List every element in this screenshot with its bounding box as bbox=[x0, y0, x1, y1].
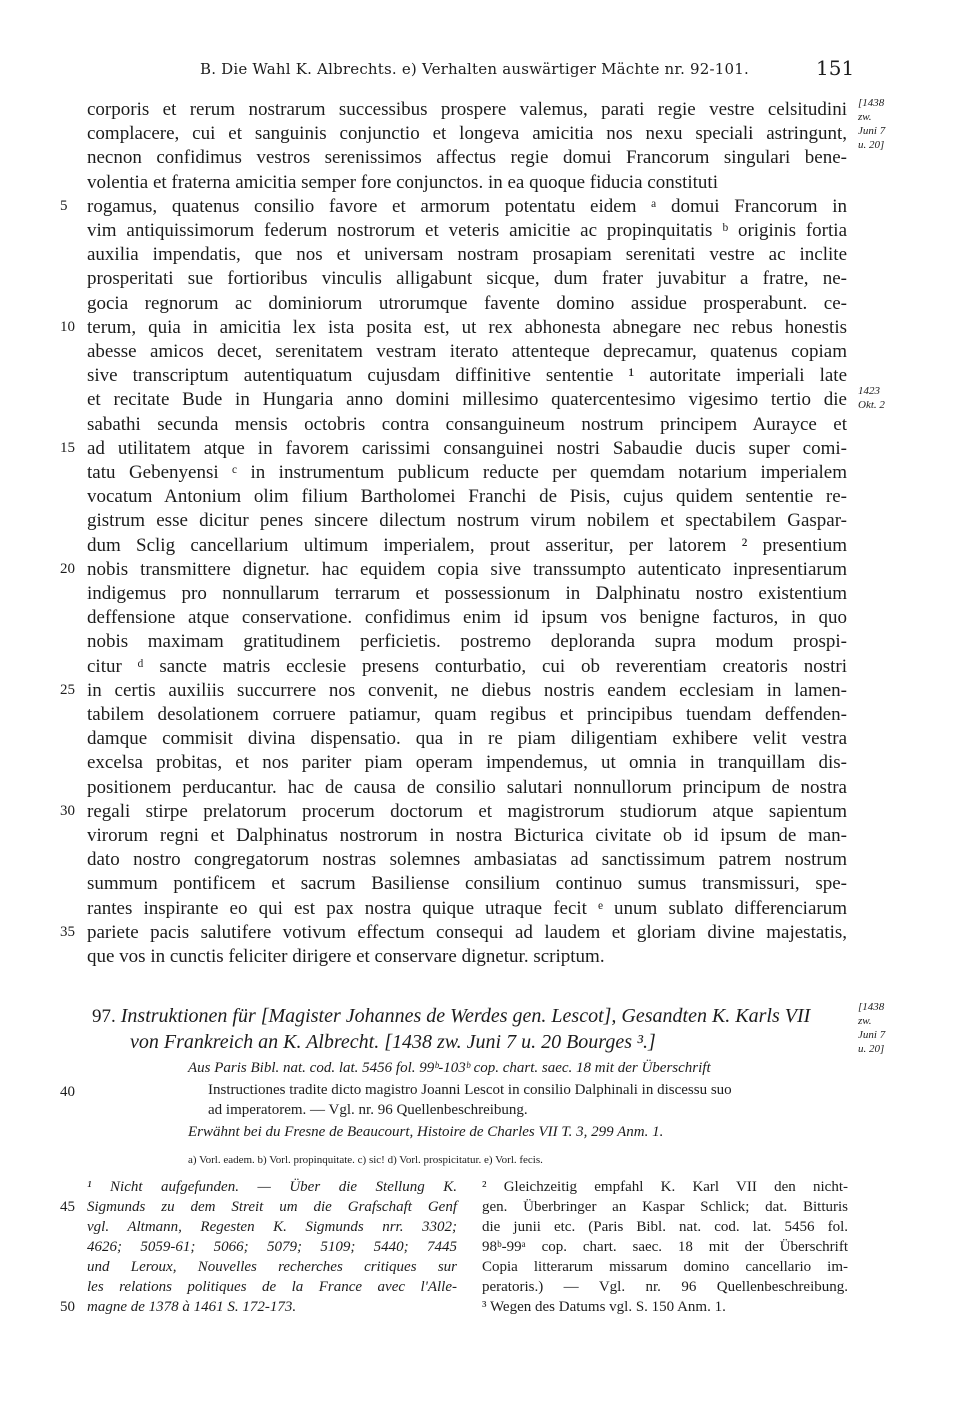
line-number: 35 bbox=[60, 924, 75, 940]
line-number: 20 bbox=[60, 561, 75, 577]
entry-title bbox=[92, 1004, 832, 1028]
footnote-line: peratoris.) — Vgl. nr. 96 Quellenbeschreibung. bbox=[482, 1279, 848, 1295]
body-line: abesse amicos decet, serenitatem vestram iterato attenteque deprecamur, quatenus copiam bbox=[87, 341, 847, 362]
footnote-line: gen. Überbringer an Kaspar Schlick; dat. Bitturis bbox=[482, 1199, 848, 1215]
body-line: gocia regnorum ac dominiorum utrorumque favente domino assidue prosperabunt. ce- bbox=[87, 293, 847, 314]
entry-number: 97. bbox=[92, 1006, 116, 1027]
footnote-line: Copia litterarum missarum domino cancellario im- bbox=[482, 1259, 848, 1275]
line-number: 10 bbox=[60, 319, 75, 335]
body-line: rantes inspirante eo qui est pax nostra quique utraque fecit ᵉ unum sublato differenciarum bbox=[87, 898, 847, 919]
body-line: vocatum Antonium olim filium Bartholomei Franchi de Pisis, cujus quidem sententie re- bbox=[87, 486, 847, 507]
body-line: indigemus pro nonnullarum terrarum et possessionum in Dalphinatu nostro existentium bbox=[87, 583, 847, 604]
running-header bbox=[0, 56, 960, 82]
source-line: Erwähnt bei du Fresne de Beaucourt, Histoire de Charles VII T. 3, 299 Anm. 1. bbox=[188, 1124, 664, 1140]
footnote-line: 98ᵇ-99ᵃ cop. chart. saec. 18 mit der Überschrift bbox=[482, 1239, 848, 1255]
margin-date-line: [1438 bbox=[858, 1001, 885, 1013]
body-line: et recitate Bude in Hungaria anno domini millesimo quatercentesimo vigesimo tertio die bbox=[87, 389, 847, 410]
line-number bbox=[60, 1277, 84, 1297]
body-line: gistrum esse dicitur penes sincere dilectum nostrum virum nobilem et spectabilem Gaspar- bbox=[87, 510, 847, 531]
line-number: 50 bbox=[60, 1299, 75, 1315]
margin-date-line: 1423 bbox=[858, 385, 880, 397]
entry-title-line-1: Instruktionen für [Magister Johannes de Werdes gen. Lescot], Gesandten K. Karls VII bbox=[120, 1005, 811, 1027]
body-line: rogamus, quatenus consilio favore et armorum potentatu eidem ᵃ domui Francorum in bbox=[87, 196, 847, 217]
running-title: B. Die Wahl K. Albrechts. e) Verhalten auswärtiger Mächte nr. 92-101. bbox=[200, 60, 749, 78]
body-line: sive transcriptum autentiquatum cujusdam diffinitive sententie ¹ autoritate imperiali late bbox=[87, 365, 847, 386]
footnotes-right-column bbox=[482, 1177, 848, 1317]
body-line: complacere, cui et sanguinis conjunctio et longeva amicitia nos nexu speciali astringunt, bbox=[87, 123, 847, 144]
body-line: in certis auxiliis succurrere nos convenit, ne diebus nostris eandem ecclesiam in lamen- bbox=[87, 680, 847, 701]
body-line: terum, quia in amicitia lex ista posita est, ut rex abhonesta abnegare nec rebus honestis bbox=[87, 317, 847, 338]
body-line: nobis maximam gratitudinem perficietis. postremo deploranda supra modum prospi- bbox=[87, 631, 847, 652]
margin-date-line: Juni 7 bbox=[858, 1029, 886, 1041]
body-line: dato nostro congregatorum nostras solemnes ambasiatas ad sanctissimum patrem nostrum bbox=[87, 849, 847, 870]
line-number bbox=[60, 1237, 84, 1257]
footnote-line: ³ Wegen des Datums vgl. S. 150 Anm. 1. bbox=[482, 1299, 726, 1315]
footnote-line: Sigmunds zu dem Streit um die Grafschaft Genf bbox=[87, 1199, 457, 1215]
body-line: excelsa probitas, et nos pariter piam operam impendemus, ut omnia in tranquillam dis- bbox=[87, 752, 847, 773]
body-line: virorum regni et Dalphinatus nostrorum in nostra Bicturica civitate ob id ipsum de man- bbox=[87, 825, 847, 846]
margin-date-note bbox=[858, 96, 938, 152]
footnote-line-numbers bbox=[60, 1177, 84, 1317]
source-line: Instructiones tradite dicto magistro Joanni Lescot in consilio Dalphinali in discessu suo bbox=[208, 1082, 732, 1098]
line-number bbox=[60, 1217, 84, 1237]
body-line: corporis et rerum nostrarum successibus prospere valemus, parati regie vestre celsitudini bbox=[87, 99, 847, 120]
body-line: auxilia impendatis, que nos et universam nostram prosapiam serenitati vestre ac inclite bbox=[87, 244, 847, 265]
page-number: 151 bbox=[816, 56, 855, 80]
body-line: tabilem desolationem corruere patiamur, quam regibus et principibus tuendam deffenden- bbox=[87, 704, 847, 725]
footnote-line: vgl. Altmann, Regesten K. Sigmunds nrr. 3302; bbox=[87, 1219, 457, 1235]
footnote-line: magne de 1378 à 1461 S. 172-173. bbox=[87, 1299, 297, 1315]
margin-date-line: u. 20] bbox=[858, 1043, 885, 1055]
line-number: 15 bbox=[60, 440, 75, 456]
footnote-line: die junii etc. (Paris Bibl. nat. cod. lat. 5456 fol. bbox=[482, 1219, 848, 1235]
body-line: citur ᵈ sancte matris ecclesie presens conturbatio, cui ob reverentiam creatoris nostri bbox=[87, 656, 847, 677]
line-number: 45 bbox=[60, 1199, 75, 1215]
source-line: ad imperatorem. — Vgl. nr. 96 Quellenbeschreibung. bbox=[208, 1102, 528, 1118]
body-line: positionem perducantur. hac de causa de consilio salutari nonnullorum principum de nostra bbox=[87, 777, 847, 798]
margin-date-line: zw. bbox=[858, 111, 872, 123]
body-line: nobis transmittere dignetur. hac equidem copia sive transsumpto autenticato inpresentiarum bbox=[87, 559, 847, 580]
margin-date-note bbox=[858, 1000, 938, 1056]
footnotes-left-column bbox=[87, 1177, 457, 1317]
line-number: 30 bbox=[60, 803, 75, 819]
line-number: 25 bbox=[60, 682, 75, 698]
body-line: pariete pacis salutifere votivum effectum consequi ad laudem et gloriam divine majestatis, bbox=[87, 922, 847, 943]
body-line: tatu Gebenyensi ᶜ in instrumentum publicum reducte per quemdam notarium imperialem bbox=[87, 462, 847, 483]
footnote-line: und Leroux, Nouvelles recherches critiques sur bbox=[87, 1259, 457, 1275]
body-line: deffensione atque conservatione. confidimus enim id ipsum vos benigne facturos, in quo bbox=[87, 607, 847, 628]
footnote-line: 4626; 5059-61; 5066; 5079; 5109; 5440; 7445 bbox=[87, 1239, 457, 1255]
body-line: prosperitati sue fortioribus vinculis alligabunt sicque, dum frater juvabitur a fratre, ne- bbox=[87, 268, 847, 289]
line-number bbox=[60, 1177, 84, 1197]
body-line: necnon confidimus vestros serenissimos affectus regie domui Francorum singulari bene- bbox=[87, 147, 847, 168]
body-line: dum Sclig cancellarium ultimum imperialem, prout asseritur, per latorem ² presentium bbox=[87, 535, 847, 556]
critical-apparatus: a) Vorl. eadem. b) Vorl. propinquitate. c) sic! d) Vorl. prospicitatur. e) Vorl. fecis. bbox=[188, 1154, 543, 1166]
margin-date-line: Juni 7 bbox=[858, 125, 886, 137]
line-number: 5 bbox=[60, 198, 68, 214]
source-line: Aus Paris Bibl. nat. cod. lat. 5456 fol. 99ᵇ-103ᵇ cop. chart. saec. 18 mit der Überschrift bbox=[188, 1060, 711, 1076]
line-number: 40 bbox=[60, 1084, 75, 1100]
body-line: regali stirpe prelatorum procerum doctorum et magistrorum studiorum atque sapientum bbox=[87, 801, 847, 822]
body-line: que vos in cunctis feliciter dirigere et conservare dignetur. scriptum. bbox=[87, 946, 605, 967]
margin-date-line: [1438 bbox=[858, 97, 885, 109]
body-line: summum pontificem et sacrum Basiliense consilium continuo sumus transmissuri, spe- bbox=[87, 873, 847, 894]
margin-date-line: zw. bbox=[858, 1015, 872, 1027]
footnote-line: les relations politiques de la France avec l'Alle- bbox=[87, 1279, 457, 1295]
footnote-line: ² Gleichzeitig empfahl K. Karl VII den nicht- bbox=[482, 1179, 848, 1195]
margin-date-line: u. 20] bbox=[858, 139, 885, 151]
margin-date-note bbox=[858, 384, 938, 412]
body-line: sabathi secunda mensis octobris contra consanguineum nostrum principem Aurayce et bbox=[87, 414, 847, 435]
line-number bbox=[60, 1257, 84, 1277]
body-line: vim antiquissimorum federum nostrorum et veteris amicitie ac propinquitatis ᵇ originis fortia bbox=[87, 220, 847, 241]
body-line: ad utilitatem atque in favorem carissimi consanguinei nostri Sabaudie ducis super comi- bbox=[87, 438, 847, 459]
body-line: damque commisit divina dispensatio. qua in re piam diligentiam exhibere velit vestra bbox=[87, 728, 847, 749]
footnote-line: ¹ Nicht aufgefunden. — Über die Stellung K. bbox=[87, 1179, 457, 1195]
margin-date-line: Okt. 2 bbox=[858, 399, 885, 411]
entry-title-line-2: von Frankreich an K. Albrecht. [1438 zw. Juni 7 u. 20 Bourges ³.] bbox=[130, 1031, 656, 1053]
body-line: volentia et fraterna amicitia semper fore conjunctos. in ea quoque fiducia constituti bbox=[87, 172, 718, 193]
